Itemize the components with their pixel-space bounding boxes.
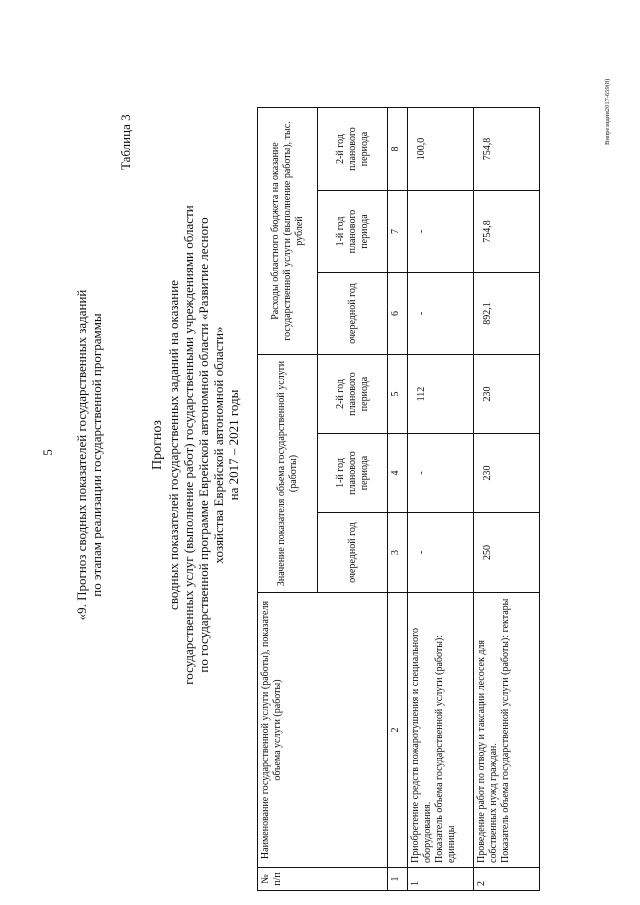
column-number: 2 bbox=[388, 593, 408, 868]
subheader-cell: очередной год bbox=[318, 273, 388, 355]
header-num: № п/п bbox=[258, 868, 388, 891]
section-title bbox=[74, 155, 104, 755]
heading-title: Прогноз bbox=[150, 420, 165, 470]
value-cell: 230 bbox=[474, 355, 540, 434]
heading-subtitle bbox=[166, 135, 241, 755]
value-cell: 892,1 bbox=[474, 273, 540, 355]
value-cell: 112 bbox=[408, 355, 474, 434]
header-name: Наименование государственной услуги (работы), показателя объема услуги (работы) bbox=[258, 593, 388, 868]
table-row bbox=[474, 108, 540, 891]
table-label: Таблица 3 bbox=[118, 114, 133, 170]
value-cell: - bbox=[408, 273, 474, 355]
header-row bbox=[258, 108, 318, 891]
value-cell: 250 bbox=[474, 513, 540, 593]
value-cell: 754,8 bbox=[474, 191, 540, 273]
subheader-cell: очередной год bbox=[318, 513, 388, 593]
row-number: 2 bbox=[474, 868, 540, 891]
service-name: Проведение работ по отводу и таксации лесосек для собственных нужд граждан. bbox=[476, 639, 499, 863]
subheader-cell: 2-й год планового периода bbox=[318, 355, 388, 434]
header-budget-group: Расходы областного бюджета на оказание государственной услуги (выполнение работы), тыс. рублей bbox=[258, 108, 318, 355]
heading-line: на 2017 – 2021 годы bbox=[226, 389, 241, 501]
column-number: 3 bbox=[388, 513, 408, 593]
value-cell: - bbox=[408, 513, 474, 593]
value-cell: 230 bbox=[474, 434, 540, 513]
indicator-text: Показатель объема государственной услуги (работы): гектары bbox=[500, 598, 511, 863]
header-value-group: Значение показателя объема государственной услуги (работы) bbox=[258, 355, 318, 593]
value-cell: 754,8 bbox=[474, 108, 540, 191]
value-cell: - bbox=[408, 191, 474, 273]
value-cell: 100,0 bbox=[408, 108, 474, 191]
subheader-cell: 1-й год планового периода bbox=[318, 191, 388, 273]
column-number: 8 bbox=[388, 108, 408, 191]
column-number: 1 bbox=[388, 868, 408, 891]
heading-line: по государственной программе Еврейской автономной области «Развитие лесного bbox=[196, 217, 211, 673]
forecast-table bbox=[257, 107, 540, 891]
row-description bbox=[408, 593, 474, 868]
section-title-line: по этапам реализации государственной программы bbox=[89, 313, 104, 597]
heading-line: государственных услуг (выполнение работ) государственными учреждениями области bbox=[181, 205, 196, 685]
page-number: 5 bbox=[40, 449, 55, 456]
subheader-cell: 2-й год планового периода bbox=[318, 108, 388, 191]
column-number: 7 bbox=[388, 191, 408, 273]
footer-code: Внпрезидии2017-659(8) bbox=[604, 78, 611, 145]
subheader-cell: 1-й год планового периода bbox=[318, 434, 388, 513]
service-name: Приобретение средств пожаротушения и специального оборудования. bbox=[410, 628, 433, 863]
column-number: 6 bbox=[388, 273, 408, 355]
value-cell: - bbox=[408, 434, 474, 513]
heading-line: хозяйства Еврейской автономной области» bbox=[211, 326, 226, 564]
column-number: 5 bbox=[388, 355, 408, 434]
column-number: 4 bbox=[388, 434, 408, 513]
column-number-row bbox=[388, 108, 408, 891]
indicator-text: Показатель объема государственной услуги (работы): единицы bbox=[434, 634, 457, 863]
row-description bbox=[474, 593, 540, 868]
row-number: 1 bbox=[408, 868, 474, 891]
section-title-line: «9. Прогноз сводных показателей государственных заданий bbox=[74, 289, 89, 621]
table-row bbox=[408, 108, 474, 891]
heading-line: сводных показателей государственных заданий на оказание bbox=[166, 280, 181, 610]
